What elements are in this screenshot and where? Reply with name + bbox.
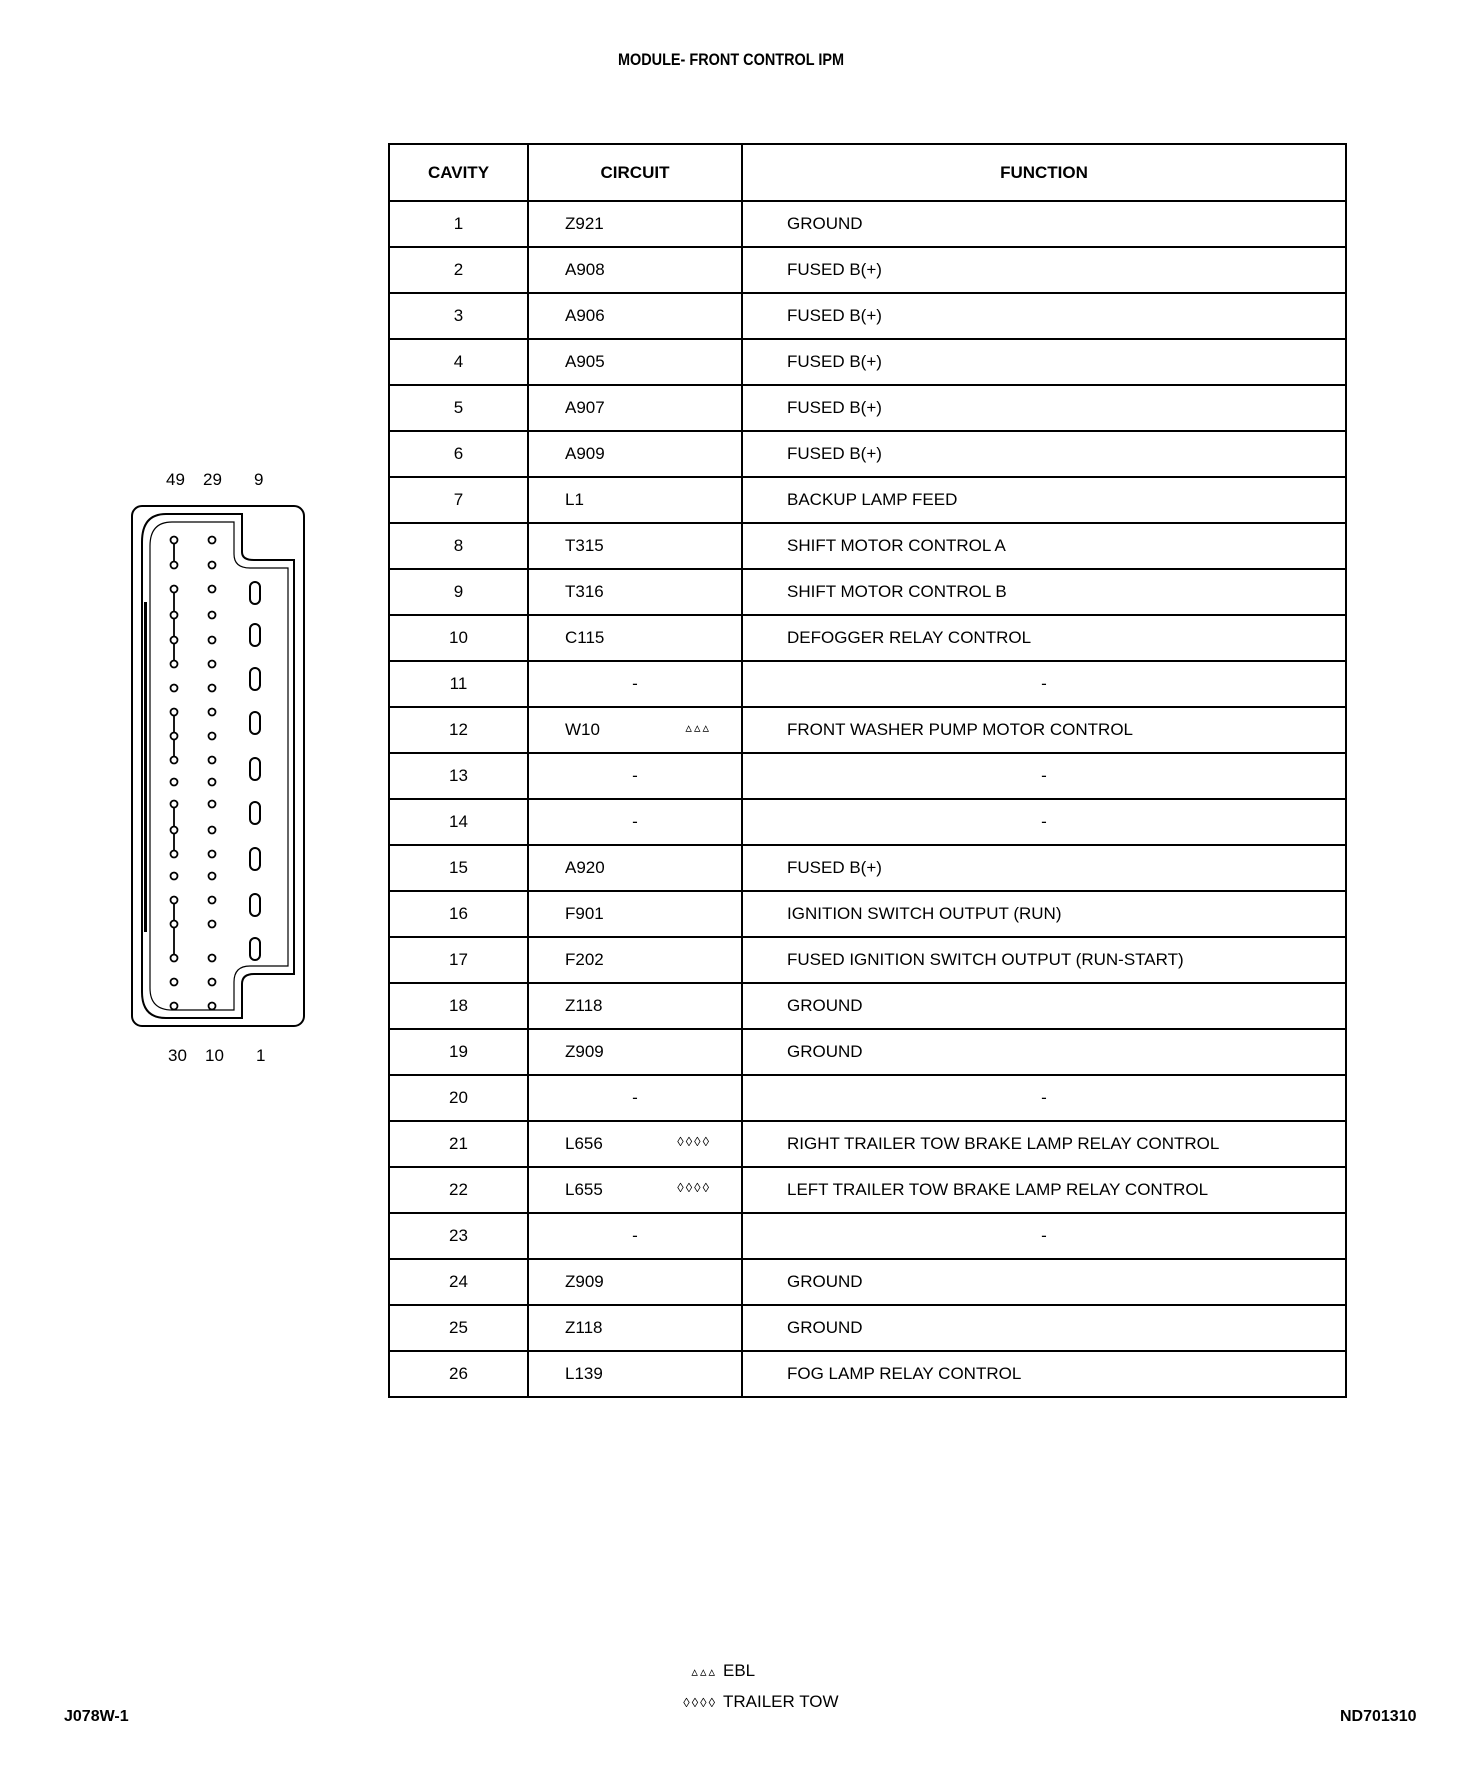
pin-label-10: 10 — [205, 1046, 224, 1065]
circuit-cell — [528, 1029, 742, 1075]
circuit-cell — [528, 1213, 742, 1259]
cavity-cell: 20 — [389, 1075, 528, 1121]
circuit-code: W10 — [565, 720, 600, 739]
circuit-cell — [528, 339, 742, 385]
option-marker-icon: ◊◊◊◊ — [677, 1180, 711, 1195]
function-cell: FUSED B(+) — [742, 845, 1346, 891]
circuit-code: F202 — [565, 950, 604, 969]
function-cell: FUSED B(+) — [742, 385, 1346, 431]
circuit-code: A906 — [565, 306, 605, 325]
option-marker-icon: ◊◊◊◊ — [677, 1134, 711, 1149]
cavity-cell: 21 — [389, 1121, 528, 1167]
cavity-cell: 9 — [389, 569, 528, 615]
legend-ebl — [665, 1661, 755, 1681]
function-cell: DEFOGGER RELAY CONTROL — [742, 615, 1346, 661]
function-cell: GROUND — [742, 1029, 1346, 1075]
table-row — [389, 753, 1346, 799]
cavity-cell: 16 — [389, 891, 528, 937]
function-cell: - — [742, 661, 1346, 707]
cavity-cell: 6 — [389, 431, 528, 477]
pin-label-1: 1 — [256, 1046, 266, 1065]
circuit-code: C115 — [565, 628, 605, 647]
table-row — [389, 937, 1346, 983]
header-function: FUNCTION — [742, 144, 1346, 201]
circuit-code: A905 — [565, 352, 605, 371]
circuit-code: F901 — [565, 904, 604, 923]
header-circuit: CIRCUIT — [528, 144, 742, 201]
function-cell: SHIFT MOTOR CONTROL A — [742, 523, 1346, 569]
circuit-code: A920 — [565, 858, 605, 877]
function-cell: LEFT TRAILER TOW BRAKE LAMP RELAY CONTROL — [742, 1167, 1346, 1213]
table-row — [389, 1351, 1346, 1397]
pin-label-49: 49 — [166, 470, 185, 489]
option-marker-icon: ▵▵▵ — [685, 720, 711, 735]
pinout-table — [388, 143, 1347, 1398]
table-row — [389, 1075, 1346, 1121]
connector-face-icon — [120, 462, 320, 1082]
circuit-cell — [528, 937, 742, 983]
circuit-cell — [528, 799, 742, 845]
circuit-cell — [528, 615, 742, 661]
table-row — [389, 845, 1346, 891]
circuit-code: Z118 — [565, 996, 603, 1015]
circuit-cell — [528, 845, 742, 891]
function-cell: IGNITION SWITCH OUTPUT (RUN) — [742, 891, 1346, 937]
circuit-cell — [528, 1351, 742, 1397]
circuit-code: T315 — [565, 536, 604, 555]
cavity-cell: 19 — [389, 1029, 528, 1075]
table-row — [389, 799, 1346, 845]
pin-label-9: 9 — [254, 470, 264, 489]
circuit-code: L655 — [565, 1180, 603, 1199]
table-row — [389, 1305, 1346, 1351]
circuit-code: L1 — [565, 490, 584, 509]
function-cell: - — [742, 1075, 1346, 1121]
circuit-code: Z118 — [565, 1318, 603, 1337]
page-title: MODULE- FRONT CONTROL IPM — [617, 50, 845, 69]
circuit-code: T316 — [565, 582, 604, 601]
circuit-cell — [528, 753, 742, 799]
table-row — [389, 385, 1346, 431]
legend-trailer-tow — [665, 1692, 839, 1712]
circuit-cell — [528, 1305, 742, 1351]
circuit-cell — [528, 201, 742, 247]
table-row — [389, 477, 1346, 523]
circuit-cell — [528, 293, 742, 339]
cavity-cell: 25 — [389, 1305, 528, 1351]
cavity-cell: 18 — [389, 983, 528, 1029]
table-row — [389, 569, 1346, 615]
footer-right-code: ND701310 — [1340, 1708, 1417, 1725]
circuit-code: - — [632, 766, 638, 785]
table-row — [389, 247, 1346, 293]
table-row — [389, 1213, 1346, 1259]
cavity-cell: 13 — [389, 753, 528, 799]
function-cell: SHIFT MOTOR CONTROL B — [742, 569, 1346, 615]
table-row — [389, 201, 1346, 247]
circuit-code: - — [632, 812, 638, 831]
cavity-cell: 1 — [389, 201, 528, 247]
circuit-cell — [528, 523, 742, 569]
function-cell: GROUND — [742, 1305, 1346, 1351]
circuit-cell — [528, 477, 742, 523]
circuit-cell — [528, 707, 742, 753]
circuit-cell — [528, 569, 742, 615]
function-cell: GROUND — [742, 201, 1346, 247]
circuit-code: Z909 — [565, 1272, 604, 1291]
cavity-cell: 14 — [389, 799, 528, 845]
circuit-cell — [528, 1121, 742, 1167]
circuit-cell — [528, 247, 742, 293]
table-row — [389, 339, 1346, 385]
cavity-cell: 15 — [389, 845, 528, 891]
circuit-code: Z909 — [565, 1042, 604, 1061]
function-cell: FOG LAMP RELAY CONTROL — [742, 1351, 1346, 1397]
function-cell: FRONT WASHER PUMP MOTOR CONTROL — [742, 707, 1346, 753]
function-cell: FUSED B(+) — [742, 339, 1346, 385]
cavity-cell: 5 — [389, 385, 528, 431]
circuit-code: A908 — [565, 260, 605, 279]
circuit-cell — [528, 431, 742, 477]
function-cell: FUSED B(+) — [742, 247, 1346, 293]
function-cell: BACKUP LAMP FEED — [742, 477, 1346, 523]
trailer-tow-symbol-icon: ◊◊◊◊ — [683, 1695, 717, 1710]
circuit-cell — [528, 385, 742, 431]
circuit-cell — [528, 983, 742, 1029]
table-row — [389, 983, 1346, 1029]
ebl-symbol-icon: ▵▵▵ — [691, 1664, 717, 1679]
circuit-cell — [528, 1167, 742, 1213]
circuit-code: - — [632, 674, 638, 693]
function-cell: FUSED B(+) — [742, 431, 1346, 477]
circuit-code: A909 — [565, 444, 605, 463]
function-cell: - — [742, 799, 1346, 845]
cavity-cell: 3 — [389, 293, 528, 339]
function-cell: FUSED B(+) — [742, 293, 1346, 339]
function-cell: - — [742, 753, 1346, 799]
cavity-cell: 17 — [389, 937, 528, 983]
legend-label: TRAILER TOW — [723, 1692, 839, 1711]
circuit-cell — [528, 1075, 742, 1121]
circuit-cell — [528, 1259, 742, 1305]
circuit-code: - — [632, 1226, 638, 1245]
circuit-code: L656 — [565, 1134, 603, 1153]
table-row — [389, 523, 1346, 569]
table-row — [389, 1259, 1346, 1305]
table-row — [389, 1029, 1346, 1075]
header-cavity: CAVITY — [389, 144, 528, 201]
table-row — [389, 661, 1346, 707]
table-row — [389, 293, 1346, 339]
cavity-cell: 8 — [389, 523, 528, 569]
pin-label-30: 30 — [168, 1046, 187, 1065]
cavity-cell: 24 — [389, 1259, 528, 1305]
circuit-code: Z921 — [565, 214, 604, 233]
function-cell: FUSED IGNITION SWITCH OUTPUT (RUN-START) — [742, 937, 1346, 983]
legend-label: EBL — [723, 1661, 756, 1680]
table-row — [389, 615, 1346, 661]
circuit-code: L139 — [565, 1364, 603, 1383]
circuit-cell — [528, 661, 742, 707]
cavity-cell: 22 — [389, 1167, 528, 1213]
cavity-cell: 10 — [389, 615, 528, 661]
footer-left-code: J078W-1 — [64, 1708, 129, 1725]
cavity-cell: 12 — [389, 707, 528, 753]
table-row — [389, 1121, 1346, 1167]
function-cell: GROUND — [742, 1259, 1346, 1305]
table-row — [389, 707, 1346, 753]
circuit-cell — [528, 891, 742, 937]
function-cell: RIGHT TRAILER TOW BRAKE LAMP RELAY CONTROL — [742, 1121, 1346, 1167]
cavity-cell: 11 — [389, 661, 528, 707]
cavity-cell: 4 — [389, 339, 528, 385]
cavity-cell: 2 — [389, 247, 528, 293]
table-row — [389, 891, 1346, 937]
cavity-cell: 7 — [389, 477, 528, 523]
cavity-cell: 26 — [389, 1351, 528, 1397]
circuit-code: - — [632, 1088, 638, 1107]
circuit-code: A907 — [565, 398, 605, 417]
cavity-cell: 23 — [389, 1213, 528, 1259]
function-cell: - — [742, 1213, 1346, 1259]
pin-label-29: 29 — [203, 470, 222, 489]
function-cell: GROUND — [742, 983, 1346, 1029]
table-header-row — [389, 144, 1346, 201]
table-row — [389, 1167, 1346, 1213]
table-row — [389, 431, 1346, 477]
